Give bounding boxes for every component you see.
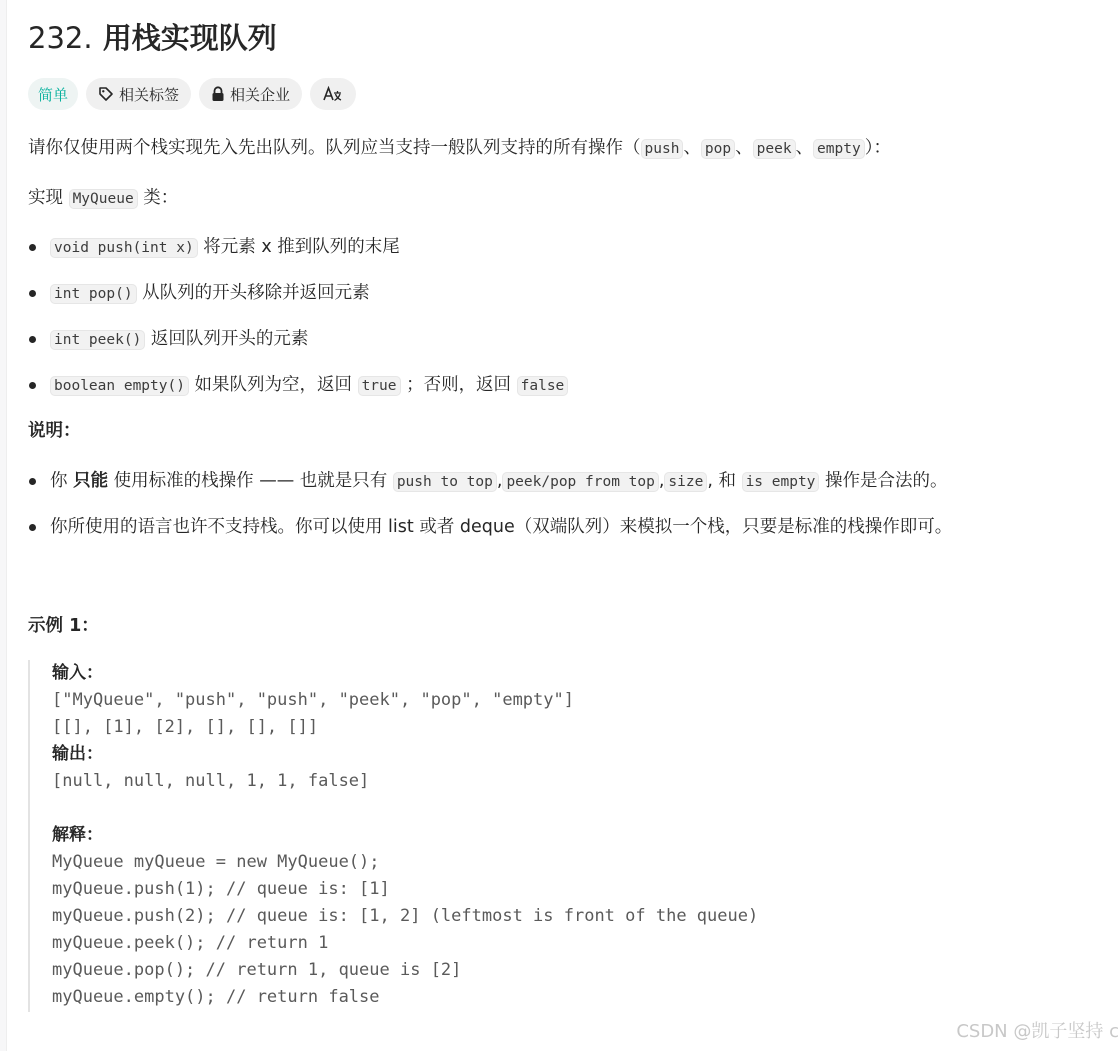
input-line: ["MyQueue", "push", "push", "peek", "pop", "empty"]: [52, 690, 574, 710]
related-tags-button[interactable]: [86, 78, 191, 110]
list-item: [28, 324, 568, 355]
problem-title: 用栈实现队列: [102, 21, 277, 55]
separator: 、: [795, 138, 814, 158]
code-myqueue: MyQueue: [69, 189, 138, 209]
translate-button[interactable]: [310, 78, 356, 110]
intro-text: 请你仅使用两个栈实现先入先出队列。队列应当支持一般队列支持的所有操作（: [28, 138, 641, 158]
code-false: false: [517, 376, 569, 396]
problem-number: 232.: [28, 21, 93, 55]
separator: 、: [683, 138, 701, 158]
list-item: 你 只能 使用标准的栈操作 —— 也就是只有 push to top , peek/pop from top , size , 和 is empty 操作是合法的。: [28, 466, 952, 497]
code-pop: pop: [701, 139, 735, 159]
code-size: size: [664, 472, 707, 492]
difficulty-badge: [28, 78, 78, 110]
op-text: 从队列的开头移除并返回元素: [136, 283, 370, 303]
op-text: ；否则，返回: [400, 375, 517, 395]
translate-icon: [323, 86, 343, 102]
intro-suffix: ）：: [864, 138, 891, 158]
op-code: int pop(): [50, 284, 137, 304]
separator: 、: [735, 138, 753, 158]
related-companies-label: 相关企业: [230, 85, 291, 104]
explain-line: MyQueue myQueue = new MyQueue();: [52, 852, 380, 872]
notes-list: [28, 466, 952, 542]
example-block: [28, 660, 928, 1012]
difficulty-label: 简单: [38, 85, 69, 104]
lock-icon: [211, 86, 225, 102]
op-text: 将元素 x 推到队列的末尾: [197, 237, 400, 257]
list-item: [28, 232, 568, 263]
output-label: 输出：: [52, 744, 103, 764]
notes-heading: 说明：: [28, 421, 81, 441]
tag-icon: [98, 86, 114, 102]
code-is-empty: is empty: [742, 472, 820, 492]
related-tags-label: 相关标签: [119, 85, 180, 104]
op-code: int peek(): [50, 330, 145, 350]
input-line: [[], [1], [2], [], [], []]: [52, 717, 319, 737]
note-text: 你所使用的语言也许不支持栈。你可以使用 list 或者 deque（双端队列）来模拟一个栈，只要是标准的栈操作即可。: [50, 517, 953, 537]
explain-line: myQueue.pop(); // return 1, queue is [2]: [52, 960, 462, 980]
output-line: [null, null, null, 1, 1, false]: [52, 771, 370, 791]
code-push: push: [641, 139, 684, 159]
note-bold: 只能: [73, 471, 109, 491]
note-text: 操作是合法的。: [819, 471, 948, 491]
input-label: 输入：: [52, 663, 103, 683]
related-companies-button[interactable]: [199, 78, 302, 110]
impl-prefix: 实现: [28, 188, 69, 208]
implement-paragraph: [28, 183, 178, 214]
code-true: true: [358, 376, 401, 396]
example-heading: 示例 1：: [28, 616, 99, 636]
tag-bar: [28, 78, 356, 110]
note-text: 使用标准的栈操作 —— 也就是只有: [108, 471, 393, 491]
impl-suffix: 类：: [137, 188, 179, 208]
example-spacer: [52, 795, 928, 822]
explain-line: myQueue.push(1); // queue is: [1]: [52, 879, 390, 899]
op-text: 返回队列开头的元素: [145, 329, 309, 349]
operations-list: [28, 232, 568, 401]
explain-line: myQueue.push(2); // queue is: [1, 2] (leftmost is front of the queue): [52, 906, 759, 926]
explain-line: myQueue.empty(); // return false: [52, 987, 380, 1007]
code-peek: peek: [753, 139, 796, 159]
op-code: boolean empty(): [50, 376, 189, 396]
op-text: 如果队列为空，返回: [188, 375, 358, 395]
note-text: 你: [50, 471, 74, 491]
note-text: 和: [712, 471, 742, 491]
list-item: [28, 512, 952, 542]
page-title: [28, 18, 277, 58]
explain-label: 解释：: [52, 825, 103, 845]
code-push-to-top: push to top: [393, 472, 497, 492]
intro-paragraph: [28, 133, 891, 164]
code-peek-pop: peek/pop from top: [502, 472, 658, 492]
code-empty: empty: [813, 139, 865, 159]
left-panel-edge: [0, 0, 7, 1051]
explain-line: myQueue.peek(); // return 1: [52, 933, 329, 953]
list-item: [28, 278, 568, 309]
op-code: void push(int x): [50, 238, 198, 258]
watermark: CSDN @凯子坚持 c: [956, 1021, 1119, 1042]
list-item: [28, 370, 568, 401]
